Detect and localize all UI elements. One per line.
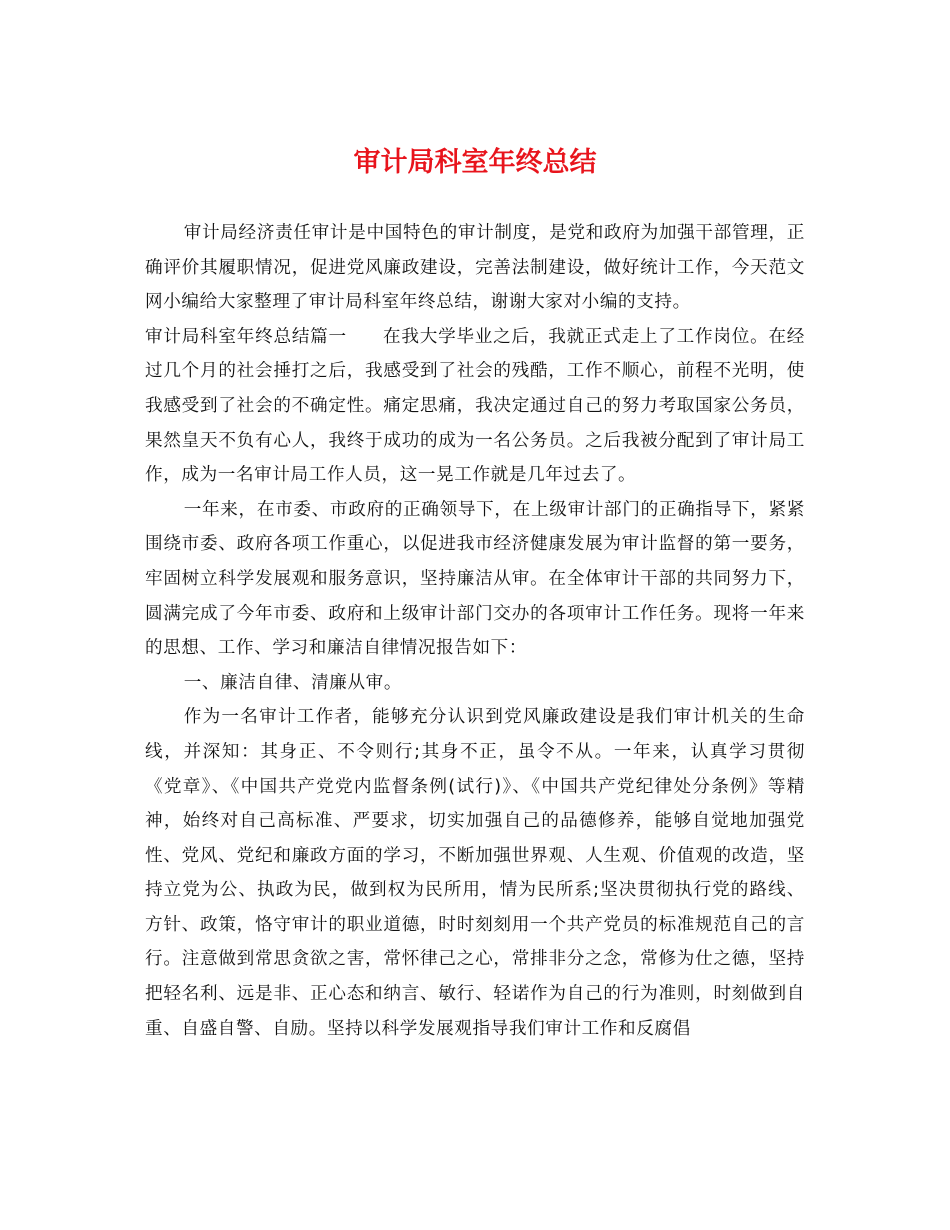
paragraph-3: 作为一名审计工作者，能够充分认识到党风廉政建设是我们审计机关的生命线，并深知：其身正、不令则行;其身不正，虽令不从。一年来，认真学习贯彻《党章》、《中国共产党党内监督条例(试行)》、《中国共产党纪律处分条例》等精神，始终对自己高标准、严要求，切实加强自己的品德修养，能够自觉地加强党性、党风、党纪和廉政方面的学习，不断加强世界观、人生观、价值观的改造，坚持立党为公、执政为民，做到权为民所用，情为民所系;坚决贯彻执行党的路线、方针、政策，恪守审计的职业道德，时时刻刻用一个共产党员的标准规范自己的言行。注意做到常思贪欲之害，常怀律己之心，常排非分之念，常修为仕之德，坚持把轻名利、远是非、正心态和纳言、敏行、轻诺作为自己的行为准则，时刻做到自重、自盛自警、自励。坚持以科学发展观指导我们审计工作和反腐倡 xyxy=(145,707,805,1039)
paragraph-2: 一年来，在市委、市政府的正确领导下，在上级审计部门的正确指导下，紧紧围绕市委、政府各项工作重心，以促进我市经济健康发展为审计监督的第一要务，牢固树立科学发展观和服务意识，坚持廉洁从审。在全体审计干部的共同努力下，圆满完成了今年市委、政府和上级审计部门交办的各项审计工作任务。现将一年来的思想、工作、学习和廉洁自律情况报告如下： xyxy=(145,499,805,659)
heading-1: 一、廉洁自律、清廉从审。 xyxy=(183,672,403,693)
section-heading: 审计局科室年终总结篇一 xyxy=(145,326,347,347)
section-paragraph xyxy=(145,320,805,493)
document-title: 审计局科室年终总结 xyxy=(353,147,597,178)
section-paragraph-text: 在我大学毕业之后，我就正式走上了工作岗位。在经过几个月的社会捶打之后，我感受到了社会的残酷，工作不顺心，前程不光明，使我感受到了社会的不确定性。痛定思痛，我决定通过自己的努力考取国家公务员，果然皇天不负有心人，我终于成功的成为一名公务员。之后我被分配到了审计局工作，成为一名审计局工作人员，这一晃工作就是几年过去了。 xyxy=(145,326,805,486)
document-body xyxy=(145,216,805,1046)
intro-paragraph: 审计局经济责任审计是中国特色的审计制度，是党和政府为加强干部管理，正确评价其履职情况，促进党风廉政建设，完善法制建设，做好统计工作，今天范文网小编给大家整理了审计局科室年终总结，谢谢大家对小编的支持。 xyxy=(145,223,805,313)
